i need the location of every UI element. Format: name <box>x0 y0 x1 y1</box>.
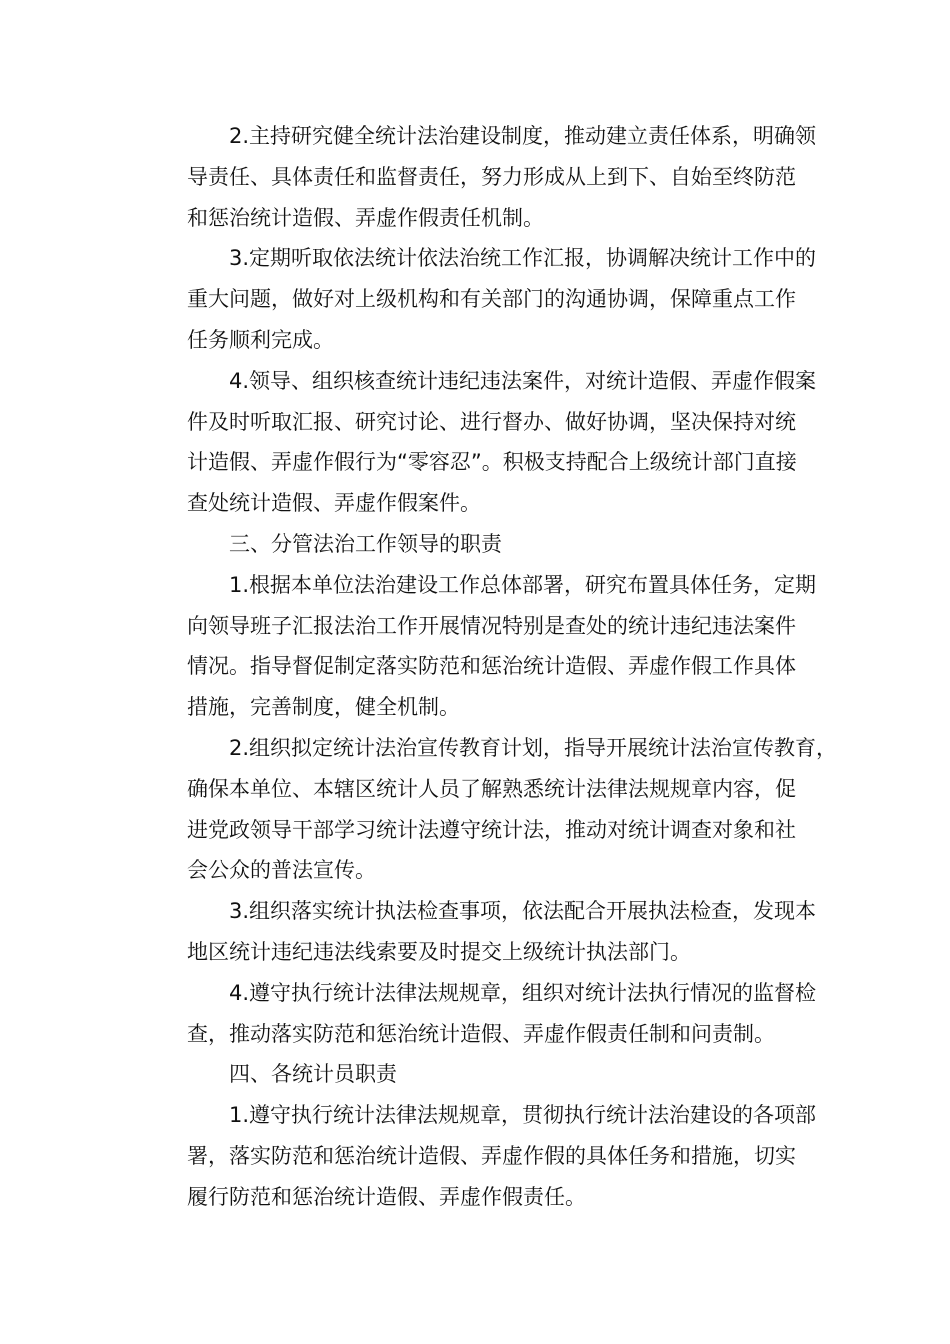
text-line: 署，落实防范和惩治统计造假、弄虚作假的具体任务和措施，切实 <box>187 1143 796 1168</box>
text-line: 导责任、具体责任和监督责任，努力形成从上到下、自始至终防范 <box>187 164 796 189</box>
paragraph-1-legal-leader-duty <box>145 565 817 728</box>
text-line: 查，推动落实防范和惩治统计造假、弄虚作假责任制和问责制。 <box>187 1021 775 1046</box>
text-line: 4.领导、组织核查统计违纪违法案件，对统计造假、弄虚作假案 <box>229 368 817 393</box>
paragraph-4-leadership-duty <box>145 361 817 524</box>
paragraph-3-leadership-duty <box>145 238 817 360</box>
section-heading: 三、分管法治工作领导的职责 <box>229 531 502 556</box>
text-line: 措施，完善制度，健全机制。 <box>187 695 460 720</box>
text-line: 向领导班子汇报法治工作开展情况特别是查处的统计违纪违法案件 <box>187 613 796 638</box>
text-line: 情况。指导督促制定落实防范和惩治统计造假、弄虚作假工作具体 <box>187 654 796 679</box>
section-heading-4 <box>145 1054 810 1095</box>
text-line: 3.定期听取依法统计依法治统工作汇报，协调解决统计工作中的 <box>229 246 817 271</box>
document-body <box>145 116 838 1218</box>
text-line: 进党政领导干部学习统计法遵守统计法，推动对统计调查对象和社 <box>187 817 796 842</box>
paragraph-2-legal-leader-duty <box>145 728 838 891</box>
paragraph-2-leadership-duty <box>145 116 817 238</box>
text-line: 确保本单位、本辖区统计人员了解熟悉统计法律法规规章内容，促 <box>187 776 796 801</box>
paragraph-1-statistician-duty <box>145 1095 817 1217</box>
text-line: 1.根据本单位法治建设工作总体部署，研究布置具体任务，定期 <box>229 572 817 597</box>
text-line: 会公众的普法宣传。 <box>187 858 376 883</box>
section-heading: 四、各统计员职责 <box>229 1062 397 1087</box>
text-line: 3.组织落实统计执法检查事项，依法配合开展执法检查，发现本 <box>229 899 817 924</box>
text-line: 任务顺利完成。 <box>187 327 334 352</box>
paragraph-3-legal-leader-duty <box>145 891 817 973</box>
text-line: 1.遵守执行统计法律法规规章，贯彻执行统计法治建设的各项部 <box>229 1103 817 1128</box>
text-line: 重大问题，做好对上级机构和有关部门的沟通协调，保障重点工作 <box>187 287 796 312</box>
text-line: 4.遵守执行统计法律法规规章，组织对统计法执行情况的监督检 <box>229 980 817 1005</box>
paragraph-4-legal-leader-duty <box>145 973 817 1055</box>
text-line: 履行防范和惩治统计造假、弄虚作假责任。 <box>187 1184 586 1209</box>
text-line: 件及时听取汇报、研究讨论、进行督办、做好协调，坚决保持对统 <box>187 409 796 434</box>
text-line: 计造假、弄虚作假行为“零容忍”。积极支持配合上级统计部门直接 <box>187 450 797 475</box>
text-line: 查处统计造假、弄虚作假案件。 <box>187 491 481 516</box>
text-line: 2.主持研究健全统计法治建设制度，推动建立责任体系，明确领 <box>229 124 817 148</box>
text-line: 和惩治统计造假、弄虚作假责任机制。 <box>187 205 544 230</box>
text-line: 2.组织拟定统计法治宣传教育计划，指导开展统计法治宣传教育， <box>229 735 838 760</box>
section-heading-3 <box>145 524 810 565</box>
text-line: 地区统计违纪违法线索要及时提交上级统计执法部门。 <box>187 939 691 964</box>
